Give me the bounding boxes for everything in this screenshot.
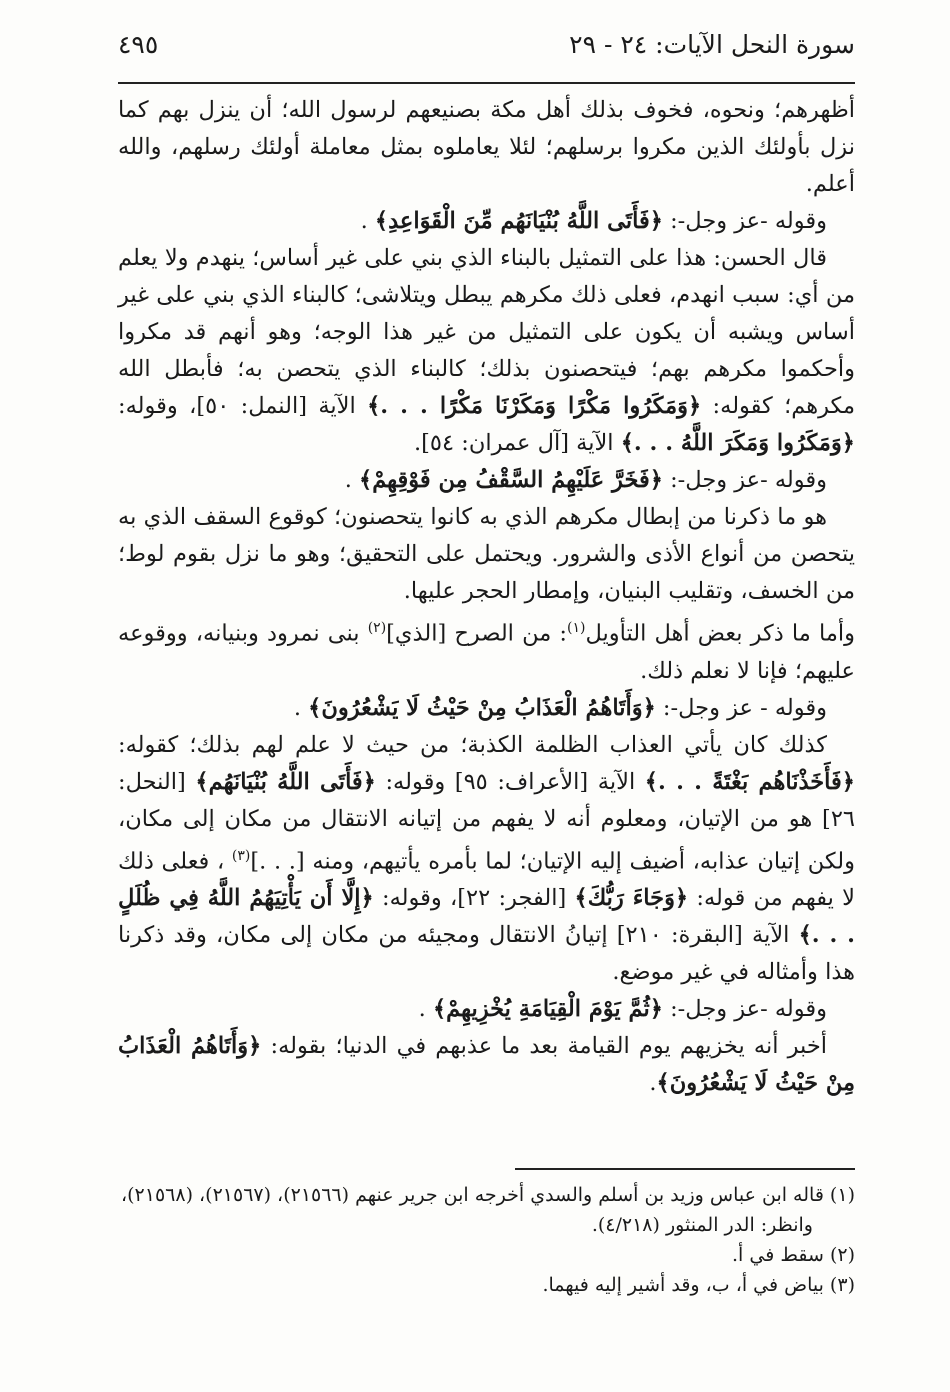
- text-run: قال الحسن: هذا على التمثيل بالبناء الذي بني على غير أساس؛ ينهدم ولا يعلم من أي: سبب انهدم، فعلى ذلك مكرهم يبطل ويتلاشى؛ كالبناء الذي بني على غير أساس ويشبه أن يكون على التمثيل من غير هذا الوجه؛ وهو أنهم قد مكروا وأحكموا مكرهم بهم؛ فيتحصنون بذلك؛ كالبناء الذي يتحصن به؛ فأبطل الله مكرهم؛ كقوله:: [118, 245, 856, 419]
- footnote: (١) قاله ابن عباس وزيد بن أسلم والسدي أخرجه ابن جرير عنهم (٢١٥٦٦)، (٢١٥٦٧)، (٢١٥٦٨)،: [121, 1184, 855, 1206]
- text-run: الآية [البقرة: ٢١٠] إتيانُ الانتقال ومجيئه من مكان إلى مكان، وقد ذكرنا هذا وأمثاله في غير موضع.: [118, 922, 855, 985]
- text-run: وأما ما ذكر بعض أهل التأويل: [585, 620, 855, 647]
- text-run: أخبر أنه يخزيهم يوم القيامة بعد ما عذبهم في الدنيا؛ بقوله:: [261, 1033, 828, 1059]
- text-run: ، فعلى ذلك لا يفهم من قوله:: [118, 848, 856, 911]
- text-run: وقوله -عز وجل-:: [662, 467, 827, 493]
- paragraph: [118, 203, 855, 240]
- text-run: كذلك كان يأتي العذاب الظلمة الكذبة؛ من حيث لا علم لهم بذلك؛ كقوله:: [118, 731, 827, 758]
- paragraph: [118, 1028, 855, 1102]
- paragraph: [118, 499, 855, 610]
- quran-quote: ﴿وَأَتَاهُمُ الْعَذَابُ مِنْ حَيْثُ لَا يَشْعُرُونَ﴾: [118, 1033, 855, 1096]
- quran-quote: ﴿إِلَّا أَن يَأْتِيَهُمُ اللَّهُ فِي ظُلَلٍ . . .﴾: [118, 885, 855, 948]
- text-run: .: [293, 694, 309, 721]
- text-run: [النحل: ٢٦] هو من الإتيان، ومعلوم أنه لا يفهم من إتيانه الانتقال من مكان إلى مكان، ولكن إتيان عذابه، أضيف إليه الإتيان؛ لما بأمره يأتيهم، ومنه [. . .]: [118, 768, 855, 874]
- page-number: ٤٩٥: [118, 30, 159, 59]
- text-run: : من الصرح [الذي]: [386, 620, 567, 647]
- paragraph: [118, 610, 855, 690]
- footnote: (٢) سقط في أ.: [732, 1244, 855, 1266]
- surah-title: سورة النحل الآيات: ٢٤ - ٢٩: [569, 30, 855, 59]
- text-run: [الفجر: ٢٢]، وقوله:: [373, 885, 575, 911]
- quran-quote: ﴿فَأَخَذْنَاهُم بَغْتَةً . . .﴾: [644, 768, 855, 795]
- text-run: أظهرهم؛ ونحوه، فخوف بذلك أهل مكة بصنيعهم لرسول الله؛ أن ينزل بهم كما نزل بأولئك الذين مكروا برسلهم؛ لئلا يعاملوه بمثل معاملة أولئك رسلهم، والله أعلم.: [118, 97, 855, 197]
- footnote-ref: (٢): [367, 620, 387, 636]
- running-header: [118, 30, 855, 80]
- footnote-ref: (٣): [231, 847, 251, 864]
- quran-quote: ﴿فَأَتَى اللَّهُ بُنْيَانَهُم﴾: [195, 768, 376, 795]
- text-run: الآية [آل عمران: ٥٤].: [413, 430, 621, 456]
- quran-quote: ﴿وَمَكَرُوا وَمَكَرَ اللَّهُ . . .﴾: [620, 430, 855, 456]
- text-run: .: [649, 1070, 657, 1096]
- footnote: وانظر: الدر المنثور (٤/٢١٨).: [591, 1214, 813, 1236]
- text-run: .: [344, 467, 360, 493]
- quran-quote: ﴿وَأَتَاهُمُ الْعَذَابُ مِنْ حَيْثُ لَا يَشْعُرُونَ﴾: [308, 694, 656, 721]
- text-run: وقوله -عز وجل-:: [662, 208, 827, 234]
- text-run: الآية [الأعراف: ٩٥] وقوله:: [375, 768, 645, 795]
- paragraph: [118, 240, 855, 462]
- paragraph: [118, 727, 855, 992]
- main-text: [118, 92, 855, 1102]
- paragraph: [118, 991, 855, 1028]
- text-run: .: [360, 208, 375, 234]
- paragraph: [118, 690, 855, 727]
- footnote-ref: (١): [566, 620, 586, 636]
- quran-quote: ﴿ثُمَّ يَوْمَ الْقِيَامَةِ يُخْزِيهِمْ﴾: [432, 996, 663, 1022]
- text-run: .: [418, 996, 433, 1022]
- text-run: وقوله -عز وجل-:: [662, 996, 827, 1022]
- quran-quote: ﴿فَأَتَى اللَّهُ بُنْيَانَهُم مِّنَ الْقَوَاعِدِ﴾: [374, 208, 663, 234]
- quran-quote: ﴿وَجَاءَ رَبُّكَ﴾: [574, 885, 689, 911]
- footnote-separator: [515, 1168, 855, 1170]
- paragraph: [118, 92, 855, 203]
- footnotes: [118, 1180, 855, 1300]
- quran-quote: ﴿وَمَكَرُوا مَكْرًا وَمَكَرْنَا مَكْرًا . . .﴾: [367, 393, 702, 419]
- footnote: (٣) بياض في أ، ب، وقد أشير إليه فيهما.: [542, 1274, 855, 1296]
- paragraph: [118, 462, 855, 499]
- header-rule: [118, 82, 855, 84]
- text-run: وقوله - عز وجل-:: [655, 694, 827, 721]
- quran-quote: ﴿فَخَرَّ عَلَيْهِمُ السَّقْفُ مِن فَوْقِهِمْ﴾: [359, 467, 663, 493]
- text-run: الآية [النمل: ٥٠]، وقوله:: [118, 393, 368, 419]
- text-run: هو ما ذكرنا من إبطال مكرهم الذي به كانوا يتحصنون؛ كوقوع السقف الذي به يتحصن من أنواع الأذى والشرور. ويحتمل على التحقيق؛ وهو ما نزل بقوم لوط؛ من الخسف، وتقليب البنيان، وإمطار الحجر عليها.: [118, 504, 855, 604]
- text-run: بنى نمرود وبنيانه، ووقوعه عليهم؛ فإنا لا نعلم ذلك.: [118, 620, 855, 684]
